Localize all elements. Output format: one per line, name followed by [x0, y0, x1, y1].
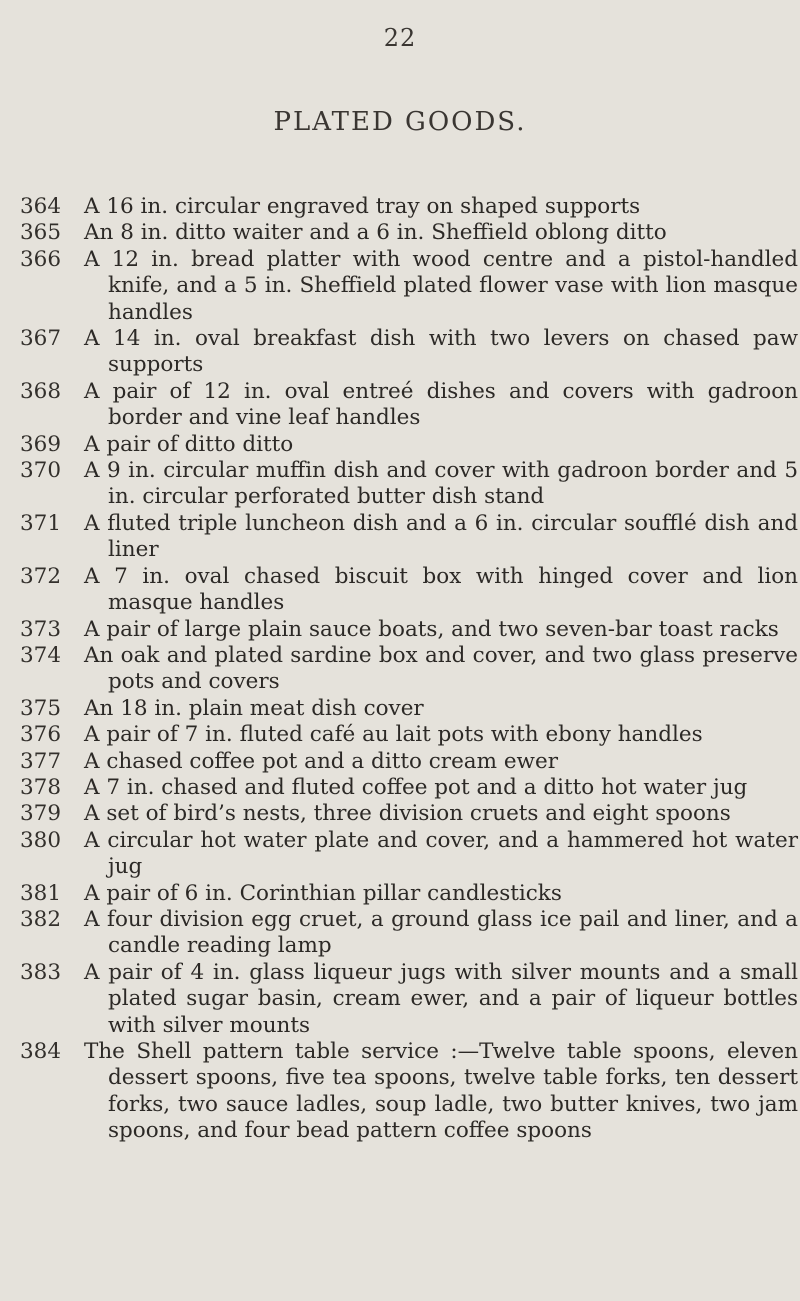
- lot-number: 366: [20, 246, 62, 272]
- lot-number: 368: [20, 378, 62, 404]
- lot-number: 380: [20, 827, 62, 853]
- lot-description: A 7 in. oval chased biscuit box with hinged cover and lion masque handles: [84, 563, 798, 616]
- page-number: 22: [383, 24, 417, 52]
- lot-description: A fluted triple luncheon dish and a 6 in. circular soufflé dish and liner: [84, 510, 798, 563]
- lot-description: A pair of large plain sauce boats, and two seven-bar toast racks: [84, 616, 779, 642]
- lot-entry: [0, 511, 800, 564]
- lot-description: The Shell pattern table service :—Twelve table spoons, eleven dessert spoons, five tea spoons, twelve table forks, ten dessert forks, two sauce ladles, soup ladle, two butter knives, two jam spoons, and four bead pattern coffee spoons: [84, 1039, 798, 1144]
- lot-entry: [0, 379, 800, 432]
- lot-entry: [0, 194, 800, 220]
- lot-entry: [0, 326, 800, 379]
- lot-description: A pair of ditto ditto: [84, 431, 294, 457]
- lot-description: A pair of 6 in. Corinthian pillar candlesticks: [84, 880, 562, 906]
- lot-description: A circular hot water plate and cover, and a hammered hot water jug: [84, 827, 798, 880]
- lot-number: 364: [20, 194, 62, 219]
- lot-list: [0, 194, 800, 1145]
- lot-number: 373: [20, 616, 62, 642]
- lot-description: A pair of 4 in. glass liqueur jugs with silver mounts and a small plated sugar basin, cream ewer, and a pair of liqueur bottles with silver mounts: [84, 959, 798, 1038]
- lot-entry: [0, 749, 800, 775]
- lot-entry: [0, 881, 800, 907]
- lot-description: A 9 in. circular muffin dish and cover with gadroon border and 5 in. circular perforated butter dish stand: [84, 458, 798, 510]
- lot-number: 379: [20, 801, 62, 827]
- lot-entry: [0, 617, 800, 643]
- lot-number: 381: [20, 880, 62, 906]
- lot-entry: [0, 564, 800, 617]
- lot-entry: [0, 696, 800, 722]
- lot-entry: [0, 907, 800, 960]
- lot-description: A 16 in. circular engraved tray on shaped supports: [84, 194, 641, 219]
- lot-number: 384: [20, 1039, 62, 1064]
- lot-number: 378: [20, 774, 62, 800]
- lot-number: 376: [20, 722, 62, 748]
- lot-number: 377: [20, 748, 62, 774]
- lot-description: A pair of 7 in. fluted café au lait pots with ebony handles: [84, 722, 703, 748]
- lot-description: A 12 in. bread platter with wood centre and a pistol-handled knife, and a 5 in. Sheffield plated flower vase with lion masque handles: [84, 246, 798, 325]
- lot-description: A four division egg cruet, a ground glass ice pail and liner, and a candle reading lamp: [84, 906, 798, 959]
- lot-number: 365: [20, 220, 62, 246]
- lot-entry: [0, 801, 800, 827]
- lot-description: A chased coffee pot and a ditto cream ewer: [84, 748, 558, 774]
- lot-entry: [0, 828, 800, 881]
- lot-entry: [0, 722, 800, 748]
- lot-description: A pair of 12 in. oval entreé dishes and covers with gadroon border and vine leaf handles: [84, 378, 798, 431]
- lot-number: 374: [20, 642, 62, 668]
- lot-entry: [0, 432, 800, 458]
- lot-number: 371: [20, 510, 62, 536]
- lot-number: 372: [20, 563, 62, 589]
- lot-entry: [0, 775, 800, 801]
- lot-number: 382: [20, 906, 62, 932]
- lot-number: 370: [20, 458, 62, 484]
- lot-number: 369: [20, 431, 62, 457]
- lot-entry: [0, 458, 800, 511]
- lot-entry: [0, 247, 800, 326]
- lot-number: 383: [20, 959, 62, 985]
- lot-entry: [0, 643, 800, 696]
- lot-description: A 7 in. chased and fluted coffee pot and a ditto hot water jug: [84, 774, 748, 800]
- lot-number: 367: [20, 326, 62, 352]
- section-title: PLATED GOODS.: [273, 107, 527, 137]
- lot-description: An 8 in. ditto waiter and a 6 in. Sheffield oblong ditto: [84, 220, 667, 246]
- lot-description: A 14 in. oval breakfast dish with two levers on chased paw supports: [84, 326, 798, 378]
- lot-entry: [0, 220, 800, 246]
- lot-description: An 18 in. plain meat dish cover: [84, 695, 424, 721]
- lot-description: A set of bird’s nests, three division cruets and eight spoons: [84, 801, 731, 827]
- lot-number: 375: [20, 695, 62, 721]
- lot-description: An oak and plated sardine box and cover, and two glass preserve pots and covers: [84, 642, 798, 695]
- lot-entry: [0, 960, 800, 1039]
- lot-entry: [0, 1039, 800, 1145]
